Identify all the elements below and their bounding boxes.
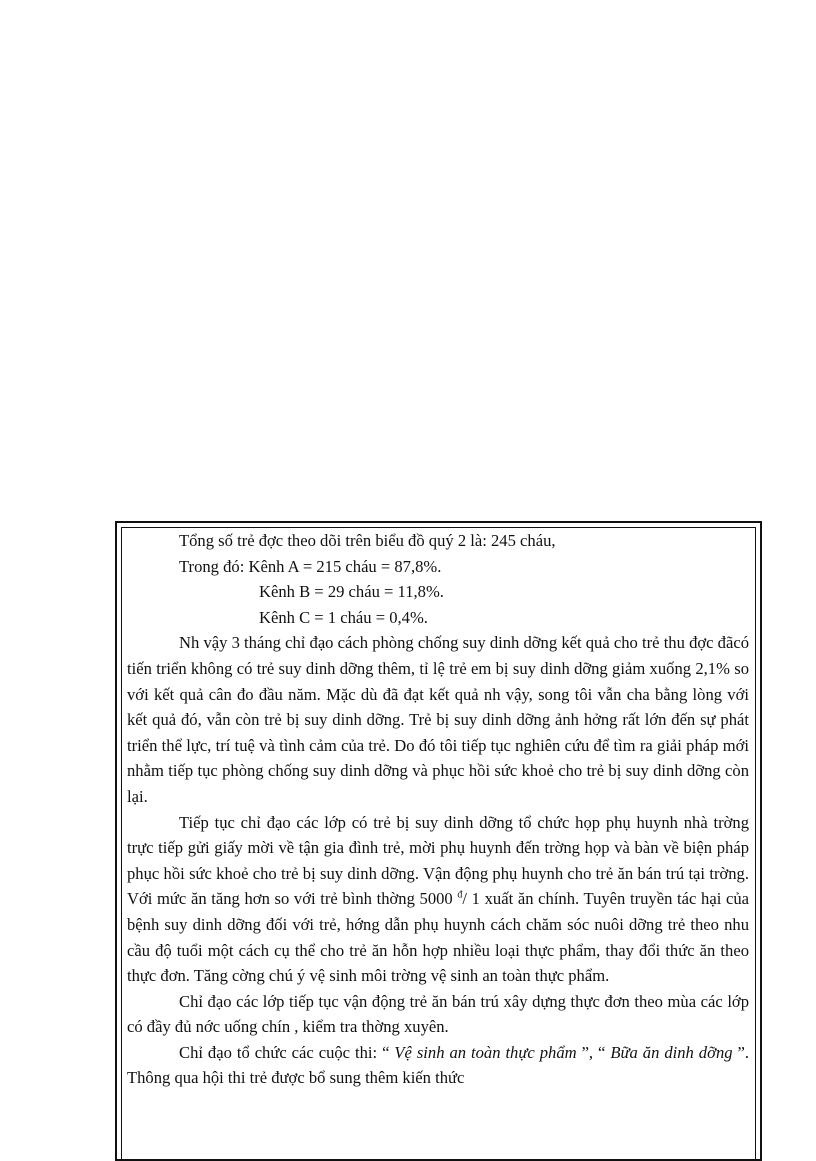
- paragraph-contests: [127, 1040, 749, 1091]
- paragraph-menu: Chỉ đạo các lớp tiếp tục vận động trẻ ăn bán trú xây dựng thực đơn theo mùa các lớp có đầy đủ nớc uống chín , kiểm tra thờng xuyên.: [127, 991, 749, 1037]
- contest-name-food-safety: Vệ sinh an toàn thực phẩm: [389, 1042, 582, 1062]
- contests-text-2: ”, “: [581, 1042, 606, 1062]
- paragraph-parent-meeting-part1: Tiếp tục chỉ đạo các lớp có trẻ bị suy dinh dỡng tổ chức họp phụ huynh nhà trờng trực tiếp gửi giấy mời về tận gia đình trẻ, mời phụ huynh đến trờng họp và bàn về biện pháp phục hồi sức khoẻ cho trẻ bị suy dinh dỡng. Vận động phụ huynh cho trẻ ăn bán trú tại trờng. Với mức ăn tăng hơn so với trẻ bình thờng 5000: [127, 812, 749, 909]
- contest-name-nutrition-meal: Bữa ăn dinh dỡng: [605, 1042, 738, 1062]
- paragraph-parent-meeting: [127, 810, 749, 989]
- contests-text-3: ”. Thông qua hội thi trẻ được bổ sung thêm kiến thức: [127, 1042, 750, 1088]
- contests-text-1: Chỉ đạo tổ chức các cuộc thi: “: [179, 1042, 390, 1062]
- summary-line-total: Tổng số trẻ đợc theo dõi trên biểu đồ quý 2 là: 245 cháu,: [179, 531, 556, 550]
- summary-line-channel-b: Kênh B = 29 cháu = 11,8%.: [259, 582, 444, 602]
- paragraph-parent-meeting-part2: / 1 xuất ăn chính. Tuyên truyền tác hại của bệnh suy dinh dỡng đối với trẻ, hớng dẫn phụ huynh cách chăm sóc nuôi dỡng trẻ theo nhu cầu độ tuổi một cách cụ thể cho trẻ ăn hỗn hợp nhiều loại thực phẩm, thay đổi thức ăn theo thực đơn. Tăng cờng chú ý vệ sinh môi trờng vệ sinh an toàn thực phẩm.: [127, 889, 750, 986]
- summary-line-channel-c: Kênh C = 1 cháu = 0,4%.: [259, 607, 428, 627]
- currency-superscript: đ: [457, 889, 463, 901]
- document-body: [127, 528, 749, 1091]
- paragraph-results: Nh vậy 3 tháng chỉ đạo cách phòng chống suy dinh dỡng kết quả cho trẻ thu đợc đãcó tiến triển không có trẻ suy dinh dỡng thêm, tỉ lệ trẻ em bị suy dinh dỡng giảm xuống 2,1% so với kết quả cân đo đầu năm. Mặc dù đã đạt kết quả nh vậy, song tôi vẫn cha bằng lòng với kết quả đó, vẫn còn trẻ bị suy dinh dỡng. Trẻ bị suy dinh dỡng ảnh hởng rất lớn đến sự phát triển thể lực, trí tuệ và tình cảm của trẻ. Do đó tôi tiếp tục nghiên cứu để tìm ra giải pháp mới nhằm tiếp tục phòng chống suy dinh dỡng và phục hồi sức khoẻ cho trẻ bị suy dinh dỡng còn lại.: [127, 633, 749, 806]
- summary-line-channel-a: Trong đó: Kênh A = 215 cháu = 87,8%.: [179, 556, 442, 576]
